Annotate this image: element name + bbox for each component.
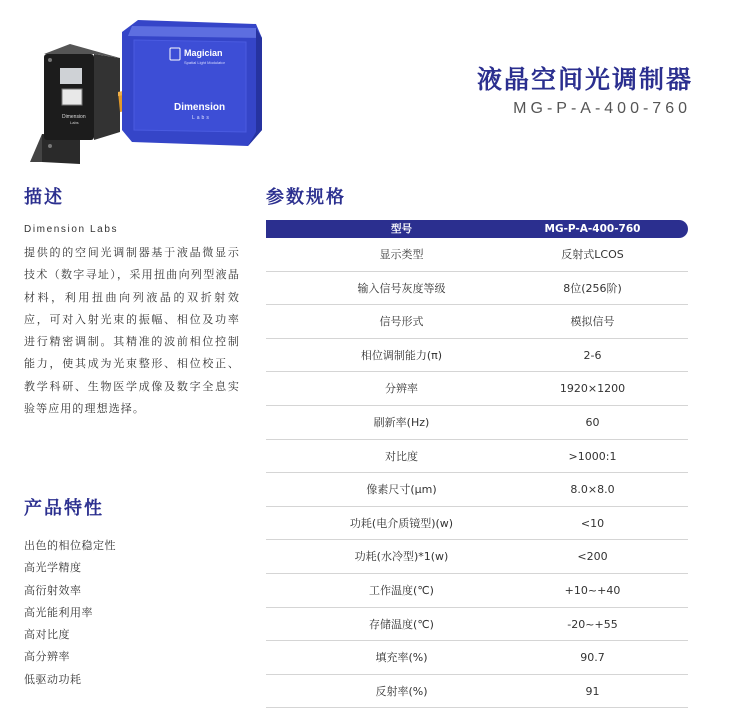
head-logo-sub: Labs: [70, 120, 79, 125]
brand-name: Dimension Labs: [24, 224, 119, 235]
box-brand: Magician: [184, 48, 223, 58]
param-name: 分辨率: [385, 382, 418, 396]
table-row: [266, 372, 688, 406]
box-subtitle: Spatial Light Modulator: [184, 60, 225, 65]
specs-table: [266, 220, 688, 708]
features-heading: 产品特性: [24, 498, 104, 519]
param-value: 91: [585, 684, 600, 698]
feature-item: 高光能利用率: [24, 605, 93, 619]
feature-item: 高衍射效率: [24, 583, 82, 597]
feature-item: 出色的相位稳定性: [24, 539, 116, 552]
header-param: 型号: [391, 223, 412, 235]
feature-item: 高光学精度: [24, 561, 82, 575]
param-value: 反射式LCOS: [561, 248, 624, 261]
param-value: -20~+55: [567, 617, 618, 631]
table-row: [266, 473, 688, 507]
param-name: 填充率(%): [375, 651, 428, 665]
page-title: 液晶空间光调制器: [476, 65, 693, 94]
table-row: [266, 540, 688, 574]
param-value: 2-6: [583, 348, 602, 362]
param-value: 8.0×8.0: [570, 483, 615, 497]
head-logo: Dimension: [62, 114, 86, 120]
box-logo: Dimension: [174, 102, 226, 113]
param-name: 功耗(水冷型)*1(w): [354, 550, 449, 564]
param-value: >1000:1: [568, 449, 617, 463]
param-value: <10: [580, 516, 605, 530]
param-value: 8位(256阶): [563, 281, 622, 295]
table-row: [266, 339, 688, 373]
table-row: [266, 440, 688, 474]
specs-heading: 参数规格: [266, 187, 346, 208]
param-name: 反射率(%): [375, 684, 428, 698]
features-list: [24, 535, 116, 691]
table-row: [266, 305, 688, 339]
product-image: [20, 14, 280, 164]
param-name: 存储温度(℃): [369, 617, 434, 631]
param-name: 刷新率(Hz): [373, 415, 430, 429]
table-row: [266, 608, 688, 642]
box-logo-sub: Labs: [192, 115, 211, 121]
param-name: 工作温度(℃): [369, 583, 434, 597]
table-row: [266, 641, 688, 675]
table-row: [266, 406, 688, 440]
model-number: MG-P-A-400-760: [513, 100, 691, 117]
param-name: 功耗(电介质镜型)(w): [349, 516, 454, 530]
specs-table-header: [266, 220, 688, 238]
param-value: 60: [585, 415, 600, 429]
feature-item: 低驱动功耗: [24, 672, 82, 686]
param-name: 像素尺寸(μm): [366, 483, 437, 497]
param-value: 90.7: [580, 651, 605, 665]
table-row: [266, 675, 688, 709]
header-model: MG-P-A-400-760: [544, 223, 641, 235]
param-value: +10~+40: [564, 583, 621, 597]
description-heading: 描述: [24, 187, 64, 208]
param-name: 输入信号灰度等级: [357, 281, 446, 295]
param-value: 1920×1200: [559, 382, 626, 396]
param-name: 显示类型: [379, 248, 424, 261]
feature-item: 高对比度: [24, 628, 70, 642]
feature-item: 高分辨率: [24, 650, 70, 664]
param-name: 对比度: [385, 449, 418, 463]
table-row: [266, 272, 688, 306]
description-text: 提供的的空间光调制器基于液晶微显示技术（数字寻址），采用扭曲向列型液晶材料，利用扭曲向列液晶的双折射效应，可对入射光束的振幅、相位及功率进行精密调制。其精准的波前相位控制能力，使其成为光束整形、相位校正、教学科研、生物医学成像及数字全息实验等应用的理想选择。: [24, 246, 240, 416]
param-value: 模拟信号: [570, 315, 615, 329]
param-value: <200: [577, 550, 608, 564]
param-name: 相位调制能力(π): [360, 348, 443, 362]
table-row: [266, 574, 688, 608]
param-name: 信号形式: [379, 315, 424, 329]
table-row: [266, 507, 688, 541]
table-row: [266, 238, 688, 272]
